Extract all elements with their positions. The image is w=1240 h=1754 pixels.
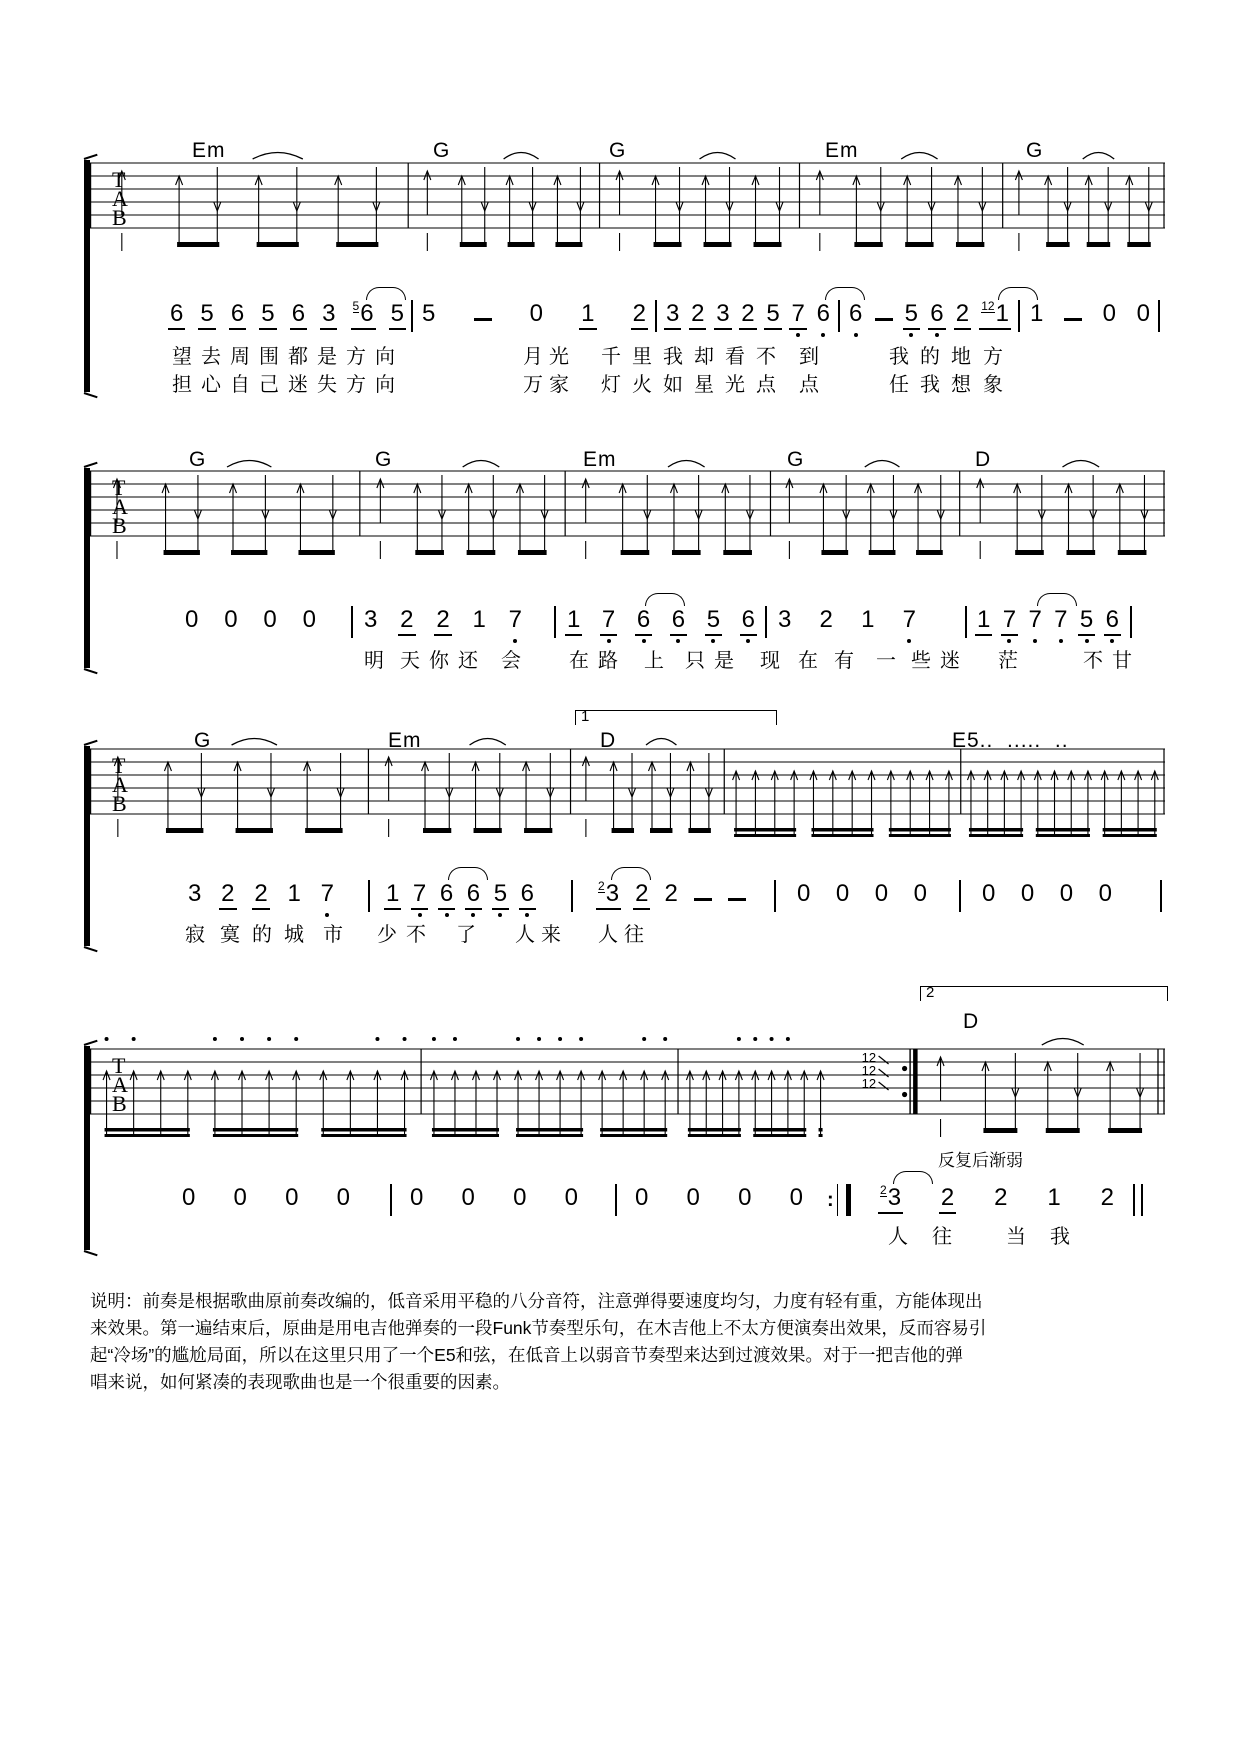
jianpu-note: 7	[902, 606, 916, 633]
jianpu-note: 5	[422, 300, 436, 327]
lyric-segment: 市	[323, 924, 343, 946]
fret-12-slide: 12	[861, 1050, 877, 1065]
jianpu-note: 2	[819, 606, 833, 633]
jianpu-note: 0	[224, 606, 238, 633]
jianpu-note: 0	[1020, 880, 1035, 907]
jianpu-measure	[1028, 300, 1152, 340]
lyric-segment: 千里我却看不	[601, 346, 787, 368]
jianpu-note: 0	[835, 880, 850, 907]
chord-label: G	[433, 139, 451, 162]
jianpu-barline	[965, 606, 967, 638]
jianpu-note: 2	[664, 880, 678, 907]
jianpu-barline	[655, 300, 657, 332]
lyric-segment: 人往	[598, 924, 650, 946]
jianpu-note: 2	[633, 880, 650, 910]
lyric-segment: 任我想	[889, 374, 982, 396]
jianpu-note: 6	[928, 300, 945, 330]
jianpu-note: 2	[954, 300, 971, 330]
volta-number: 2	[926, 984, 935, 1001]
chord-label: Em	[192, 139, 226, 162]
jianpu-note: 23	[596, 880, 621, 910]
tab-staff	[90, 451, 1165, 589]
jianpu-note: 0	[513, 1184, 527, 1211]
final-barline	[1133, 1184, 1143, 1216]
jianpu-note: 3	[364, 606, 378, 633]
lyric-segment: 少不	[377, 924, 435, 946]
tab-letter: B	[112, 791, 127, 816]
lyric-segment: 灯火如星光点	[601, 374, 787, 396]
jianpu-note: 0	[461, 1184, 475, 1211]
jianpu-measure	[878, 1184, 1116, 1224]
jianpu-note: 7	[789, 300, 806, 330]
tab-staff	[90, 143, 1165, 281]
jianpu-note: 7	[1028, 606, 1042, 633]
jianpu-measure	[975, 606, 1121, 646]
jianpu-measure	[180, 1184, 352, 1224]
jianpu-measure	[633, 1184, 805, 1224]
tab-letter: A	[112, 1072, 128, 1097]
jianpu-note: 6	[1104, 606, 1121, 636]
jianpu-note: 0	[874, 880, 889, 907]
lyric-segment: 现	[760, 650, 780, 672]
jianpu-note: 7	[508, 606, 522, 633]
jianpu-note: 2	[1100, 1184, 1114, 1211]
tab-letter: T	[112, 1053, 126, 1078]
chord-label: G	[1026, 139, 1044, 162]
jianpu-note	[692, 880, 714, 908]
jianpu-measure	[186, 880, 336, 920]
jianpu-note: 0	[1136, 300, 1150, 327]
jianpu-note: 5	[764, 300, 781, 330]
lyric-segment: 望去周围都是方向	[172, 346, 404, 368]
jianpu-note: 5	[903, 300, 920, 330]
lyric-segment: 当我	[1006, 1226, 1094, 1248]
jianpu-note	[1062, 300, 1084, 328]
jianpu-note: 2	[631, 300, 648, 330]
jianpu-measure	[565, 606, 757, 646]
chord-label: E5.. ..... ..	[952, 729, 1069, 752]
volta-number: 1	[581, 708, 590, 725]
chord-label: Em	[825, 139, 859, 162]
jianpu-measure	[980, 880, 1114, 920]
jianpu-note: 0	[185, 606, 199, 633]
tab-letter: T	[112, 753, 126, 778]
lyric-segment: 人往	[888, 1226, 976, 1248]
jianpu-measure	[168, 300, 406, 340]
jianpu-measure	[664, 300, 832, 340]
tab-letter: A	[112, 772, 128, 797]
jianpu-note: 0	[302, 606, 316, 633]
tab-letter: T	[112, 167, 126, 192]
chord-label: G	[189, 448, 207, 471]
jianpu-note: 0	[1098, 880, 1112, 907]
tab-letter: T	[112, 475, 126, 500]
lyric-segment: 月光	[523, 346, 575, 368]
explanation-line: 起“冷场”的尴尬局面，所以在这里只用了一个E5和弦，在低音上以弱音节奏型来达到过渡效果。对于一把吉他的弹	[90, 1345, 964, 1365]
jianpu-note: 7	[1001, 606, 1018, 636]
tab-staff	[90, 729, 1165, 867]
jianpu-note: 5	[1078, 606, 1095, 636]
lyric-segment: 只是	[685, 650, 743, 672]
lyric-segment: 明	[364, 650, 384, 672]
jianpu-note: 1	[975, 606, 992, 636]
jianpu-note: 5	[705, 606, 722, 636]
jianpu-barline	[1018, 300, 1020, 332]
lyric-segment: 万家	[523, 374, 575, 396]
jianpu-note: 6	[635, 606, 652, 636]
chord-label: D	[975, 448, 992, 471]
jianpu-note: 2	[219, 880, 236, 910]
tab-letter: A	[112, 494, 128, 519]
jianpu-note: 6	[740, 606, 757, 636]
lyric-segment: 寂	[185, 924, 205, 946]
grace-note: 2	[880, 1183, 887, 1197]
jianpu-note: 2	[689, 300, 706, 330]
jianpu-note: 6	[849, 300, 863, 327]
chord-label: D	[963, 1010, 980, 1033]
jianpu-barline	[774, 880, 776, 912]
lyric-segment: 方	[983, 346, 1003, 368]
lyric-segment: 象	[983, 374, 1003, 396]
jianpu-measure	[795, 880, 929, 920]
jianpu-note: 2	[398, 606, 415, 636]
jianpu-note	[472, 300, 494, 328]
jianpu-barline	[1158, 300, 1160, 332]
jianpu-note: 1	[1030, 300, 1044, 327]
jianpu-barline	[571, 880, 573, 912]
jianpu-note: 3	[778, 606, 792, 633]
jianpu-note: 0	[738, 1184, 752, 1211]
jianpu-note: 3	[714, 300, 731, 330]
jianpu-note: 0	[797, 880, 811, 907]
lyric-segment: 上	[644, 650, 664, 672]
repeat-decrescendo-note: 反复后渐弱	[938, 1151, 1023, 1170]
jianpu-barline	[368, 880, 370, 912]
volta-bracket	[920, 986, 1168, 1001]
lyric-segment: 茫	[998, 650, 1018, 672]
jianpu-note: 6	[465, 880, 482, 910]
tab-letter: A	[112, 186, 128, 211]
lyric-segment: 寞的城	[220, 924, 316, 946]
explanation-line: 来效果。第一遍结束后，原曲是用电吉他弹奏的一段Funk节奏型乐句，在木吉他上不太方便演奏出效果，反而容易引	[90, 1318, 987, 1338]
jianpu-note: 0	[263, 606, 277, 633]
jianpu-note: 0	[233, 1184, 247, 1211]
jianpu-note: 0	[336, 1184, 350, 1211]
jianpu-note: 6	[519, 880, 536, 910]
jianpu-note: 0	[529, 300, 543, 327]
jianpu-barline	[411, 300, 413, 332]
jianpu-note: 3	[664, 300, 681, 330]
lyric-segment: 在路	[569, 650, 627, 672]
lyric-segment: 一	[876, 650, 896, 672]
lyric-segment: 到	[799, 346, 819, 368]
jianpu-note: 6	[229, 300, 246, 330]
jianpu-note: 0	[686, 1184, 700, 1211]
jianpu-note: 6	[290, 300, 307, 330]
jianpu-note: 7	[1054, 606, 1068, 633]
jianpu-note: 0	[635, 1184, 649, 1211]
jianpu-measure	[596, 880, 748, 920]
jianpu-note: 23	[878, 1184, 903, 1214]
jianpu-note: 0	[564, 1184, 578, 1211]
duration-dash	[694, 898, 712, 902]
jianpu-note: 5	[259, 300, 276, 330]
chord-label: G	[194, 729, 212, 752]
jianpu-note: 1	[565, 606, 582, 636]
jianpu-line	[0, 300, 1240, 344]
lyric-segment: 会	[501, 650, 521, 672]
jianpu-barline	[351, 606, 353, 638]
lyric-segment: 我的地	[889, 346, 982, 368]
chord-label: Em	[583, 448, 617, 471]
jianpu-note	[873, 300, 895, 328]
jianpu-note: 0	[1059, 880, 1074, 907]
jianpu-barline	[554, 606, 556, 638]
jianpu-measure	[384, 880, 536, 920]
volta-bracket	[575, 710, 777, 725]
jianpu-note: 0	[285, 1184, 299, 1211]
jianpu-note: 0	[789, 1184, 803, 1211]
duration-dash	[474, 318, 492, 322]
jianpu-note: 2	[939, 1184, 956, 1214]
duration-dash	[875, 318, 893, 322]
chord-label: D	[600, 729, 617, 752]
fret-12-slide: 12	[861, 1063, 877, 1078]
jianpu-note: 0	[410, 1184, 424, 1211]
jianpu-barline	[765, 606, 767, 638]
jianpu-note: 7	[600, 606, 617, 636]
repeat-end-barline: :	[827, 1184, 851, 1216]
tab-letter: B	[112, 513, 127, 538]
lyric-segment: 了	[456, 924, 476, 946]
jianpu-note: 7	[320, 880, 334, 907]
jianpu-note: 1	[1047, 1184, 1061, 1211]
jianpu-note: 1	[579, 300, 596, 330]
jianpu-note	[726, 880, 748, 908]
explanation-line: 唱来说，如何紧凑的表现歌曲也是一个很重要的因素。	[90, 1372, 510, 1392]
explanation-line: 说明：前奏是根据歌曲原前奏改编的，低音采用平稳的八分音符，注意弹得要速度均匀，力度有轻有重，方能体现出	[90, 1291, 983, 1311]
jianpu-note: 5	[198, 300, 215, 330]
jianpu-note: 3	[320, 300, 337, 330]
lyric-segment: 在	[798, 650, 818, 672]
jianpu-note: 0	[1102, 300, 1116, 327]
chord-label: G	[609, 139, 627, 162]
lyric-segment: 有	[834, 650, 854, 672]
jianpu-note: 2	[994, 1184, 1008, 1211]
jianpu-barline	[615, 1184, 617, 1216]
lyric-segment: 点	[799, 374, 819, 396]
jianpu-note: 2	[739, 300, 756, 330]
jianpu-measure	[362, 606, 524, 646]
jianpu-measure	[420, 300, 648, 340]
jianpu-note: 6	[816, 300, 830, 327]
jianpu-note: 1	[384, 880, 401, 910]
jianpu-note: 6	[438, 880, 455, 910]
grace-note: 2	[598, 879, 605, 893]
jianpu-note: 2	[252, 880, 269, 910]
jianpu-note: 5	[389, 300, 406, 330]
jianpu-barline	[1160, 880, 1162, 912]
jianpu-barline	[1130, 606, 1132, 638]
jianpu-note: 121	[979, 300, 1011, 330]
jianpu-measure	[776, 606, 918, 646]
jianpu-note: 0	[982, 880, 996, 907]
jianpu-measure	[183, 606, 318, 646]
jianpu-note: 0	[182, 1184, 196, 1211]
grace-note: 12	[981, 299, 995, 313]
jianpu-note: 6	[670, 606, 687, 636]
chord-label: G	[787, 448, 805, 471]
fret-12-slide: 12	[861, 1076, 877, 1091]
jianpu-note: 6	[168, 300, 185, 330]
lyric-segment: 担心自己迷失方向	[172, 374, 404, 396]
lyric-segment: 些迷	[911, 650, 969, 672]
chord-label: G	[375, 448, 393, 471]
explanation-text	[90, 1288, 1170, 1396]
tab-letter: B	[112, 205, 127, 230]
jianpu-note: 1	[287, 880, 301, 907]
duration-dash	[1064, 318, 1082, 322]
jianpu-measure	[847, 300, 1011, 340]
lyric-segment: 不甘	[1083, 650, 1141, 672]
tab-letter: B	[112, 1091, 127, 1116]
jianpu-note: 2	[434, 606, 451, 636]
jianpu-note: 0	[913, 880, 927, 907]
chord-label: Em	[388, 729, 422, 752]
jianpu-note: 56	[351, 300, 376, 330]
jianpu-note: 1	[861, 606, 875, 633]
jianpu-note: 3	[188, 880, 202, 907]
jianpu-note: 5	[492, 880, 509, 910]
jianpu-note: 7	[411, 880, 428, 910]
jianpu-barline	[838, 300, 840, 332]
lyric-segment: 天你还	[400, 650, 487, 672]
lyric-segment: 人来	[515, 924, 567, 946]
duration-dash	[728, 898, 746, 902]
jianpu-note: 1	[472, 606, 486, 633]
grace-note: 5	[352, 299, 360, 313]
jianpu-barline	[959, 880, 961, 912]
jianpu-measure	[408, 1184, 580, 1224]
jianpu-barline	[390, 1184, 392, 1216]
